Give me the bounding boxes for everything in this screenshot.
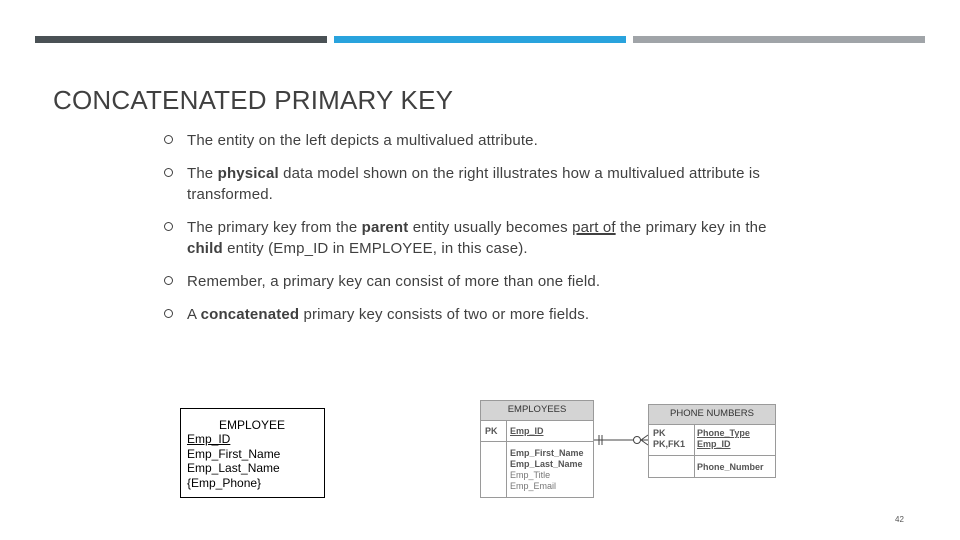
bullet-text: entity (Emp_ID in EMPLOYEE, in this case). <box>222 240 528 257</box>
bullet-text: data model shown on the right illustrates how a multivalued attribute is transformed. <box>187 165 761 203</box>
bullet-bold-text: parent <box>361 219 409 236</box>
entity-name: EMPLOYEE <box>219 418 286 432</box>
slide-title: CONCATENATED PRIMARY KEY <box>53 85 454 115</box>
bullet-item <box>163 271 803 292</box>
bullet-circle-icon <box>164 276 173 285</box>
optional-circle-icon <box>634 437 641 444</box>
entity-attribute: Emp_First_Name <box>187 446 281 461</box>
entity-multivalued-attribute: {Emp_Phone} <box>187 475 262 490</box>
bullet-circle-icon <box>164 222 173 231</box>
bullet-text: The primary key from the <box>187 219 362 236</box>
bullet-list <box>163 130 803 325</box>
table-field: Phone_Number <box>697 462 764 472</box>
key-label: PK <box>653 428 666 438</box>
table-field: Emp_Email <box>510 481 557 491</box>
bullet-item <box>163 304 803 325</box>
bullet-text: The <box>187 165 218 182</box>
employee-entity-box <box>180 408 325 498</box>
table-pk-field: Emp_ID <box>697 439 731 449</box>
physical-data-model <box>478 398 778 502</box>
table-pk-field: Phone_Type <box>697 428 750 438</box>
key-label: PK <box>485 426 498 436</box>
accent-bar-dark <box>35 36 327 43</box>
phone-numbers-table <box>648 404 776 478</box>
bullet-text: The entity on the left depicts a multivalued attribute. <box>187 132 538 149</box>
bullet-item <box>163 217 803 259</box>
crowfoot-icon <box>641 435 648 440</box>
bullet-text: A <box>187 306 201 323</box>
bullet-item <box>163 130 803 151</box>
bullet-underlined-text: part of <box>572 219 616 236</box>
bullet-bold-text: physical <box>217 165 279 182</box>
key-label: PK,FK1 <box>653 439 686 449</box>
table-field: Emp_First_Name <box>510 448 584 458</box>
table-field: Emp_Last_Name <box>510 459 583 469</box>
table-field: Emp_Title <box>510 470 551 480</box>
entity-attributes <box>187 432 280 490</box>
crowfoot-icon <box>641 440 648 445</box>
table-pk-field: Emp_ID <box>510 426 544 436</box>
column-divider <box>694 424 695 477</box>
table-header: PHONE NUMBERS <box>649 405 775 425</box>
entity-attribute: Emp_Last_Name <box>187 461 280 475</box>
bullet-item <box>163 163 803 205</box>
table-header: EMPLOYEES <box>481 401 593 421</box>
bullet-bold-text: child <box>187 240 223 257</box>
row-divider <box>649 455 775 456</box>
bullet-text: primary key consists of two or more fields. <box>299 306 590 323</box>
bullet-circle-icon <box>164 309 173 318</box>
accent-bar-gray <box>633 36 925 43</box>
bullet-circle-icon <box>164 135 173 144</box>
bullet-bold-text: concatenated <box>200 306 300 323</box>
bullet-text: entity usually becomes <box>408 219 573 236</box>
bullet-text: the primary key in the <box>615 219 767 236</box>
bullet-circle-icon <box>164 168 173 177</box>
accent-bar-blue <box>334 36 626 43</box>
page-number: 42 <box>895 515 904 524</box>
entity-primary-key: Emp_ID <box>187 432 231 446</box>
bullet-text: Remember, a primary key can consist of more than one field. <box>187 273 601 290</box>
